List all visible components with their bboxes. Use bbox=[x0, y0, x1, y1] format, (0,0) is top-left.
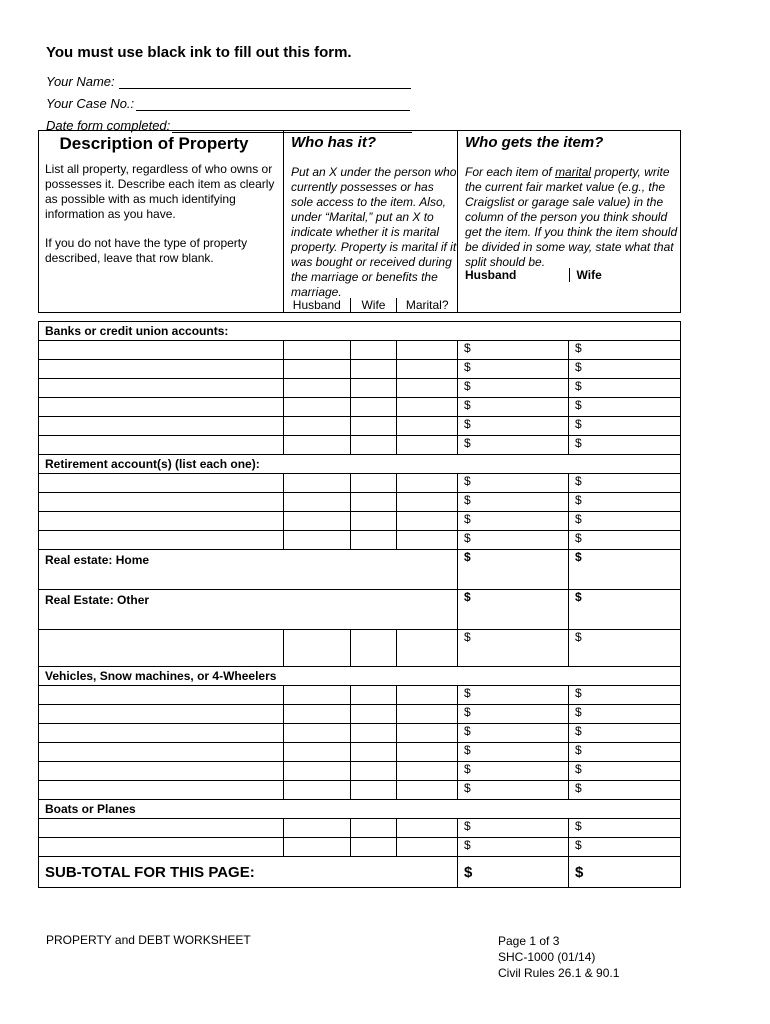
section-boats-label: Boats or Planes bbox=[39, 800, 681, 819]
item-description-cell[interactable] bbox=[39, 493, 284, 512]
husband-has-cell[interactable] bbox=[284, 630, 351, 667]
wife-value-cell[interactable]: $ bbox=[569, 762, 681, 781]
husband-has-cell[interactable] bbox=[284, 743, 351, 762]
name-field[interactable] bbox=[119, 72, 411, 89]
case-label: Your Case No.: bbox=[46, 96, 135, 111]
marital-cell[interactable] bbox=[397, 762, 458, 781]
wife-col-label: Wife bbox=[350, 298, 397, 312]
section-real-estate-home-label: Real estate: Home bbox=[39, 550, 458, 590]
husband-has-cell[interactable] bbox=[284, 436, 351, 455]
section-banks bbox=[39, 322, 681, 341]
wife-has-cell[interactable] bbox=[351, 474, 397, 493]
wife-has-cell[interactable] bbox=[351, 705, 397, 724]
husband-has-cell[interactable] bbox=[284, 379, 351, 398]
table-row bbox=[39, 686, 681, 705]
wife-value-cell[interactable]: $ bbox=[569, 819, 681, 838]
description-text: List all property, regardless of who owns or possesses it. Describe each item as clearly as possible with as much identifying information as you have. bbox=[45, 162, 275, 221]
wife-has-cell[interactable] bbox=[351, 686, 397, 705]
marital-cell[interactable] bbox=[397, 379, 458, 398]
wife-has-cell[interactable] bbox=[351, 743, 397, 762]
wife-value-cell[interactable]: $ bbox=[569, 686, 681, 705]
wife-value-cell[interactable]: $ bbox=[569, 436, 681, 455]
husband-value-cell[interactable]: $ bbox=[458, 724, 569, 743]
section-real-estate-other bbox=[39, 590, 681, 630]
table-row bbox=[39, 379, 681, 398]
wife-has-cell[interactable] bbox=[351, 819, 397, 838]
husband-gets-label: Husband bbox=[465, 268, 517, 282]
table-row bbox=[39, 838, 681, 857]
wife-value-cell[interactable]: $ bbox=[569, 417, 681, 436]
husband-has-cell[interactable] bbox=[284, 705, 351, 724]
item-description-cell[interactable] bbox=[39, 724, 284, 743]
page-number: Page 1 of 3 bbox=[498, 934, 560, 948]
table-row bbox=[39, 436, 681, 455]
wife-has-cell[interactable] bbox=[351, 838, 397, 857]
footer-title: PROPERTY and DEBT WORKSHEET bbox=[46, 933, 251, 947]
table-row bbox=[39, 724, 681, 743]
husband-value-cell[interactable]: $ bbox=[458, 590, 569, 630]
wife-has-cell[interactable] bbox=[351, 493, 397, 512]
item-description-cell[interactable] bbox=[39, 436, 284, 455]
section-real-estate-home bbox=[39, 550, 681, 590]
table-row bbox=[39, 360, 681, 379]
case-row bbox=[46, 89, 412, 111]
form-header bbox=[46, 44, 412, 133]
item-description-cell[interactable] bbox=[39, 398, 284, 417]
item-description-cell[interactable] bbox=[39, 838, 284, 857]
subtotal-husband[interactable]: $ bbox=[458, 857, 569, 888]
name-row bbox=[46, 67, 412, 89]
wife-value-cell[interactable]: $ bbox=[569, 360, 681, 379]
husband-value-cell[interactable]: $ bbox=[458, 819, 569, 838]
husband-has-cell[interactable] bbox=[284, 398, 351, 417]
husband-has-cell[interactable] bbox=[284, 531, 351, 550]
husband-has-cell[interactable] bbox=[284, 512, 351, 531]
item-description-cell[interactable] bbox=[39, 379, 284, 398]
table-row bbox=[39, 341, 681, 360]
table-row bbox=[39, 781, 681, 800]
husband-has-cell[interactable] bbox=[284, 474, 351, 493]
table-row bbox=[39, 630, 681, 667]
marital-cell[interactable] bbox=[397, 512, 458, 531]
husband-value-cell[interactable]: $ bbox=[458, 474, 569, 493]
wife-has-cell[interactable] bbox=[351, 417, 397, 436]
husband-value-cell[interactable]: $ bbox=[458, 398, 569, 417]
section-retirement-label: Retirement account(s) (list each one): bbox=[39, 455, 681, 474]
description-text-2: If you do not have the type of property described, leave that row blank. bbox=[45, 236, 248, 265]
husband-col-label: Husband bbox=[292, 298, 341, 312]
wife-value-cell[interactable]: $ bbox=[569, 531, 681, 550]
wife-has-cell[interactable] bbox=[351, 512, 397, 531]
husband-value-cell[interactable]: $ bbox=[458, 341, 569, 360]
marital-cell[interactable] bbox=[397, 398, 458, 417]
item-description-cell[interactable] bbox=[39, 531, 284, 550]
husband-value-cell[interactable]: $ bbox=[458, 743, 569, 762]
wife-value-cell[interactable]: $ bbox=[569, 474, 681, 493]
property-rows bbox=[38, 321, 681, 888]
wife-value-cell[interactable]: $ bbox=[569, 705, 681, 724]
table-row bbox=[39, 474, 681, 493]
table-row bbox=[39, 493, 681, 512]
husband-has-cell[interactable] bbox=[284, 417, 351, 436]
subtotal-label-cell bbox=[39, 857, 458, 888]
table-row bbox=[39, 819, 681, 838]
marital-cell[interactable] bbox=[397, 705, 458, 724]
date-label: Date form completed: bbox=[46, 118, 171, 133]
marital-cell[interactable] bbox=[397, 781, 458, 800]
section-vehicles bbox=[39, 667, 681, 686]
marital-cell[interactable] bbox=[397, 531, 458, 550]
marital-col-label: Marital? bbox=[396, 298, 457, 312]
husband-value-cell[interactable]: $ bbox=[458, 630, 569, 667]
subtotal-label: SUB-TOTAL FOR THIS PAGE: bbox=[45, 863, 255, 881]
wife-value-cell[interactable]: $ bbox=[569, 590, 681, 630]
wife-value-cell[interactable]: $ bbox=[569, 379, 681, 398]
section-real-estate-other-label: Real Estate: Other bbox=[39, 590, 458, 630]
property-table bbox=[38, 130, 681, 313]
wife-has-cell[interactable] bbox=[351, 379, 397, 398]
husband-has-cell[interactable] bbox=[284, 493, 351, 512]
husband-value-cell[interactable]: $ bbox=[458, 360, 569, 379]
header-row bbox=[39, 131, 681, 313]
marital-cell[interactable] bbox=[397, 838, 458, 857]
marital-cell[interactable] bbox=[397, 743, 458, 762]
husband-value-cell[interactable]: $ bbox=[458, 705, 569, 724]
wife-value-cell[interactable]: $ bbox=[569, 781, 681, 800]
who-gets-text: For each item of marital property, write the current fair market value (e.g., the Craigslist or garage sale value) in the column of the person you think should get the item. If you think the item should be divided in some way, state what that split should be. bbox=[465, 165, 678, 269]
table-row bbox=[39, 512, 681, 531]
item-description-cell[interactable] bbox=[39, 705, 284, 724]
wife-has-cell[interactable] bbox=[351, 436, 397, 455]
wife-value-cell[interactable]: $ bbox=[569, 398, 681, 417]
marital-cell[interactable] bbox=[397, 686, 458, 705]
husband-value-cell[interactable]: $ bbox=[458, 493, 569, 512]
wife-value-cell[interactable]: $ bbox=[569, 493, 681, 512]
name-label: Your Name: bbox=[46, 74, 115, 89]
husband-has-cell[interactable] bbox=[284, 838, 351, 857]
table-row bbox=[39, 531, 681, 550]
item-description-cell[interactable] bbox=[39, 360, 284, 379]
wife-value-cell[interactable]: $ bbox=[569, 838, 681, 857]
husband-has-cell[interactable] bbox=[284, 360, 351, 379]
husband-value-cell[interactable]: $ bbox=[458, 417, 569, 436]
item-description-cell[interactable] bbox=[39, 474, 284, 493]
who-has-subheaders bbox=[284, 298, 457, 312]
marital-cell[interactable] bbox=[397, 630, 458, 667]
husband-value-cell[interactable]: $ bbox=[458, 550, 569, 590]
item-description-cell[interactable] bbox=[39, 512, 284, 531]
wife-has-cell[interactable] bbox=[351, 724, 397, 743]
wife-value-cell[interactable]: $ bbox=[569, 341, 681, 360]
table-row bbox=[39, 705, 681, 724]
marital-cell[interactable] bbox=[397, 417, 458, 436]
subtotal-wife[interactable]: $ bbox=[569, 857, 681, 888]
husband-value-cell[interactable]: $ bbox=[458, 512, 569, 531]
table-row bbox=[39, 417, 681, 436]
who-gets-title: Who gets the item? bbox=[465, 134, 604, 151]
wife-value-cell[interactable]: $ bbox=[569, 724, 681, 743]
marital-cell[interactable] bbox=[397, 724, 458, 743]
ink-instruction: You must use black ink to fill out this form. bbox=[46, 44, 352, 61]
husband-value-cell[interactable]: $ bbox=[458, 762, 569, 781]
table-row bbox=[39, 398, 681, 417]
marital-cell[interactable] bbox=[397, 474, 458, 493]
wife-has-cell[interactable] bbox=[351, 398, 397, 417]
husband-has-cell[interactable] bbox=[284, 724, 351, 743]
wife-gets-label: Wife bbox=[569, 268, 681, 282]
case-number-field[interactable] bbox=[136, 94, 410, 111]
item-description-cell[interactable] bbox=[39, 341, 284, 360]
section-vehicles-label: Vehicles, Snow machines, or 4-Wheelers bbox=[39, 667, 681, 686]
husband-value-cell[interactable]: $ bbox=[458, 531, 569, 550]
husband-value-cell[interactable]: $ bbox=[458, 379, 569, 398]
wife-has-cell[interactable] bbox=[351, 762, 397, 781]
item-description-cell[interactable] bbox=[39, 819, 284, 838]
husband-value-cell[interactable]: $ bbox=[458, 838, 569, 857]
husband-has-cell[interactable] bbox=[284, 781, 351, 800]
section-banks-label: Banks or credit union accounts: bbox=[39, 322, 681, 341]
who-gets-header bbox=[458, 131, 681, 313]
table-row bbox=[39, 743, 681, 762]
table-row bbox=[39, 762, 681, 781]
form-number: SHC-1000 (01/14) bbox=[498, 950, 596, 964]
item-description-cell[interactable] bbox=[39, 417, 284, 436]
footer-info bbox=[498, 933, 619, 981]
wife-has-cell[interactable] bbox=[351, 781, 397, 800]
item-description-cell[interactable] bbox=[39, 630, 284, 667]
marital-cell[interactable] bbox=[397, 819, 458, 838]
description-header bbox=[39, 131, 284, 313]
wife-has-cell[interactable] bbox=[351, 360, 397, 379]
husband-has-cell[interactable] bbox=[284, 341, 351, 360]
husband-has-cell[interactable] bbox=[284, 819, 351, 838]
husband-has-cell[interactable] bbox=[284, 762, 351, 781]
subtotal-row bbox=[39, 857, 681, 888]
marital-cell[interactable] bbox=[397, 436, 458, 455]
wife-has-cell[interactable] bbox=[351, 531, 397, 550]
wife-has-cell[interactable] bbox=[351, 341, 397, 360]
who-has-text: Put an X under the person who currently possesses or has sole access to the item. Also, under “Marital,” put an X to indicate whether it is marital property. Property is marital if it was bought or received during the marriage or benefits the marriage. bbox=[291, 165, 457, 299]
item-description-cell[interactable] bbox=[39, 781, 284, 800]
section-retirement bbox=[39, 455, 681, 474]
who-gets-subheaders bbox=[458, 268, 680, 282]
section-boats bbox=[39, 800, 681, 819]
wife-value-cell[interactable]: $ bbox=[569, 550, 681, 590]
wife-value-cell[interactable]: $ bbox=[569, 630, 681, 667]
civil-rules: Civil Rules 26.1 & 90.1 bbox=[498, 966, 620, 980]
wife-value-cell[interactable]: $ bbox=[569, 743, 681, 762]
who-has-header bbox=[284, 131, 458, 313]
husband-value-cell[interactable]: $ bbox=[458, 436, 569, 455]
item-description-cell[interactable] bbox=[39, 762, 284, 781]
description-title: Description of Property bbox=[59, 134, 249, 153]
marital-cell[interactable] bbox=[397, 493, 458, 512]
wife-value-cell[interactable]: $ bbox=[569, 512, 681, 531]
husband-value-cell[interactable]: $ bbox=[458, 781, 569, 800]
who-has-title: Who has it? bbox=[291, 134, 376, 151]
item-description-cell[interactable] bbox=[39, 686, 284, 705]
marital-cell[interactable] bbox=[397, 341, 458, 360]
marital-cell[interactable] bbox=[397, 360, 458, 379]
item-description-cell[interactable] bbox=[39, 743, 284, 762]
husband-has-cell[interactable] bbox=[284, 686, 351, 705]
husband-value-cell[interactable]: $ bbox=[458, 686, 569, 705]
wife-has-cell[interactable] bbox=[351, 630, 397, 667]
